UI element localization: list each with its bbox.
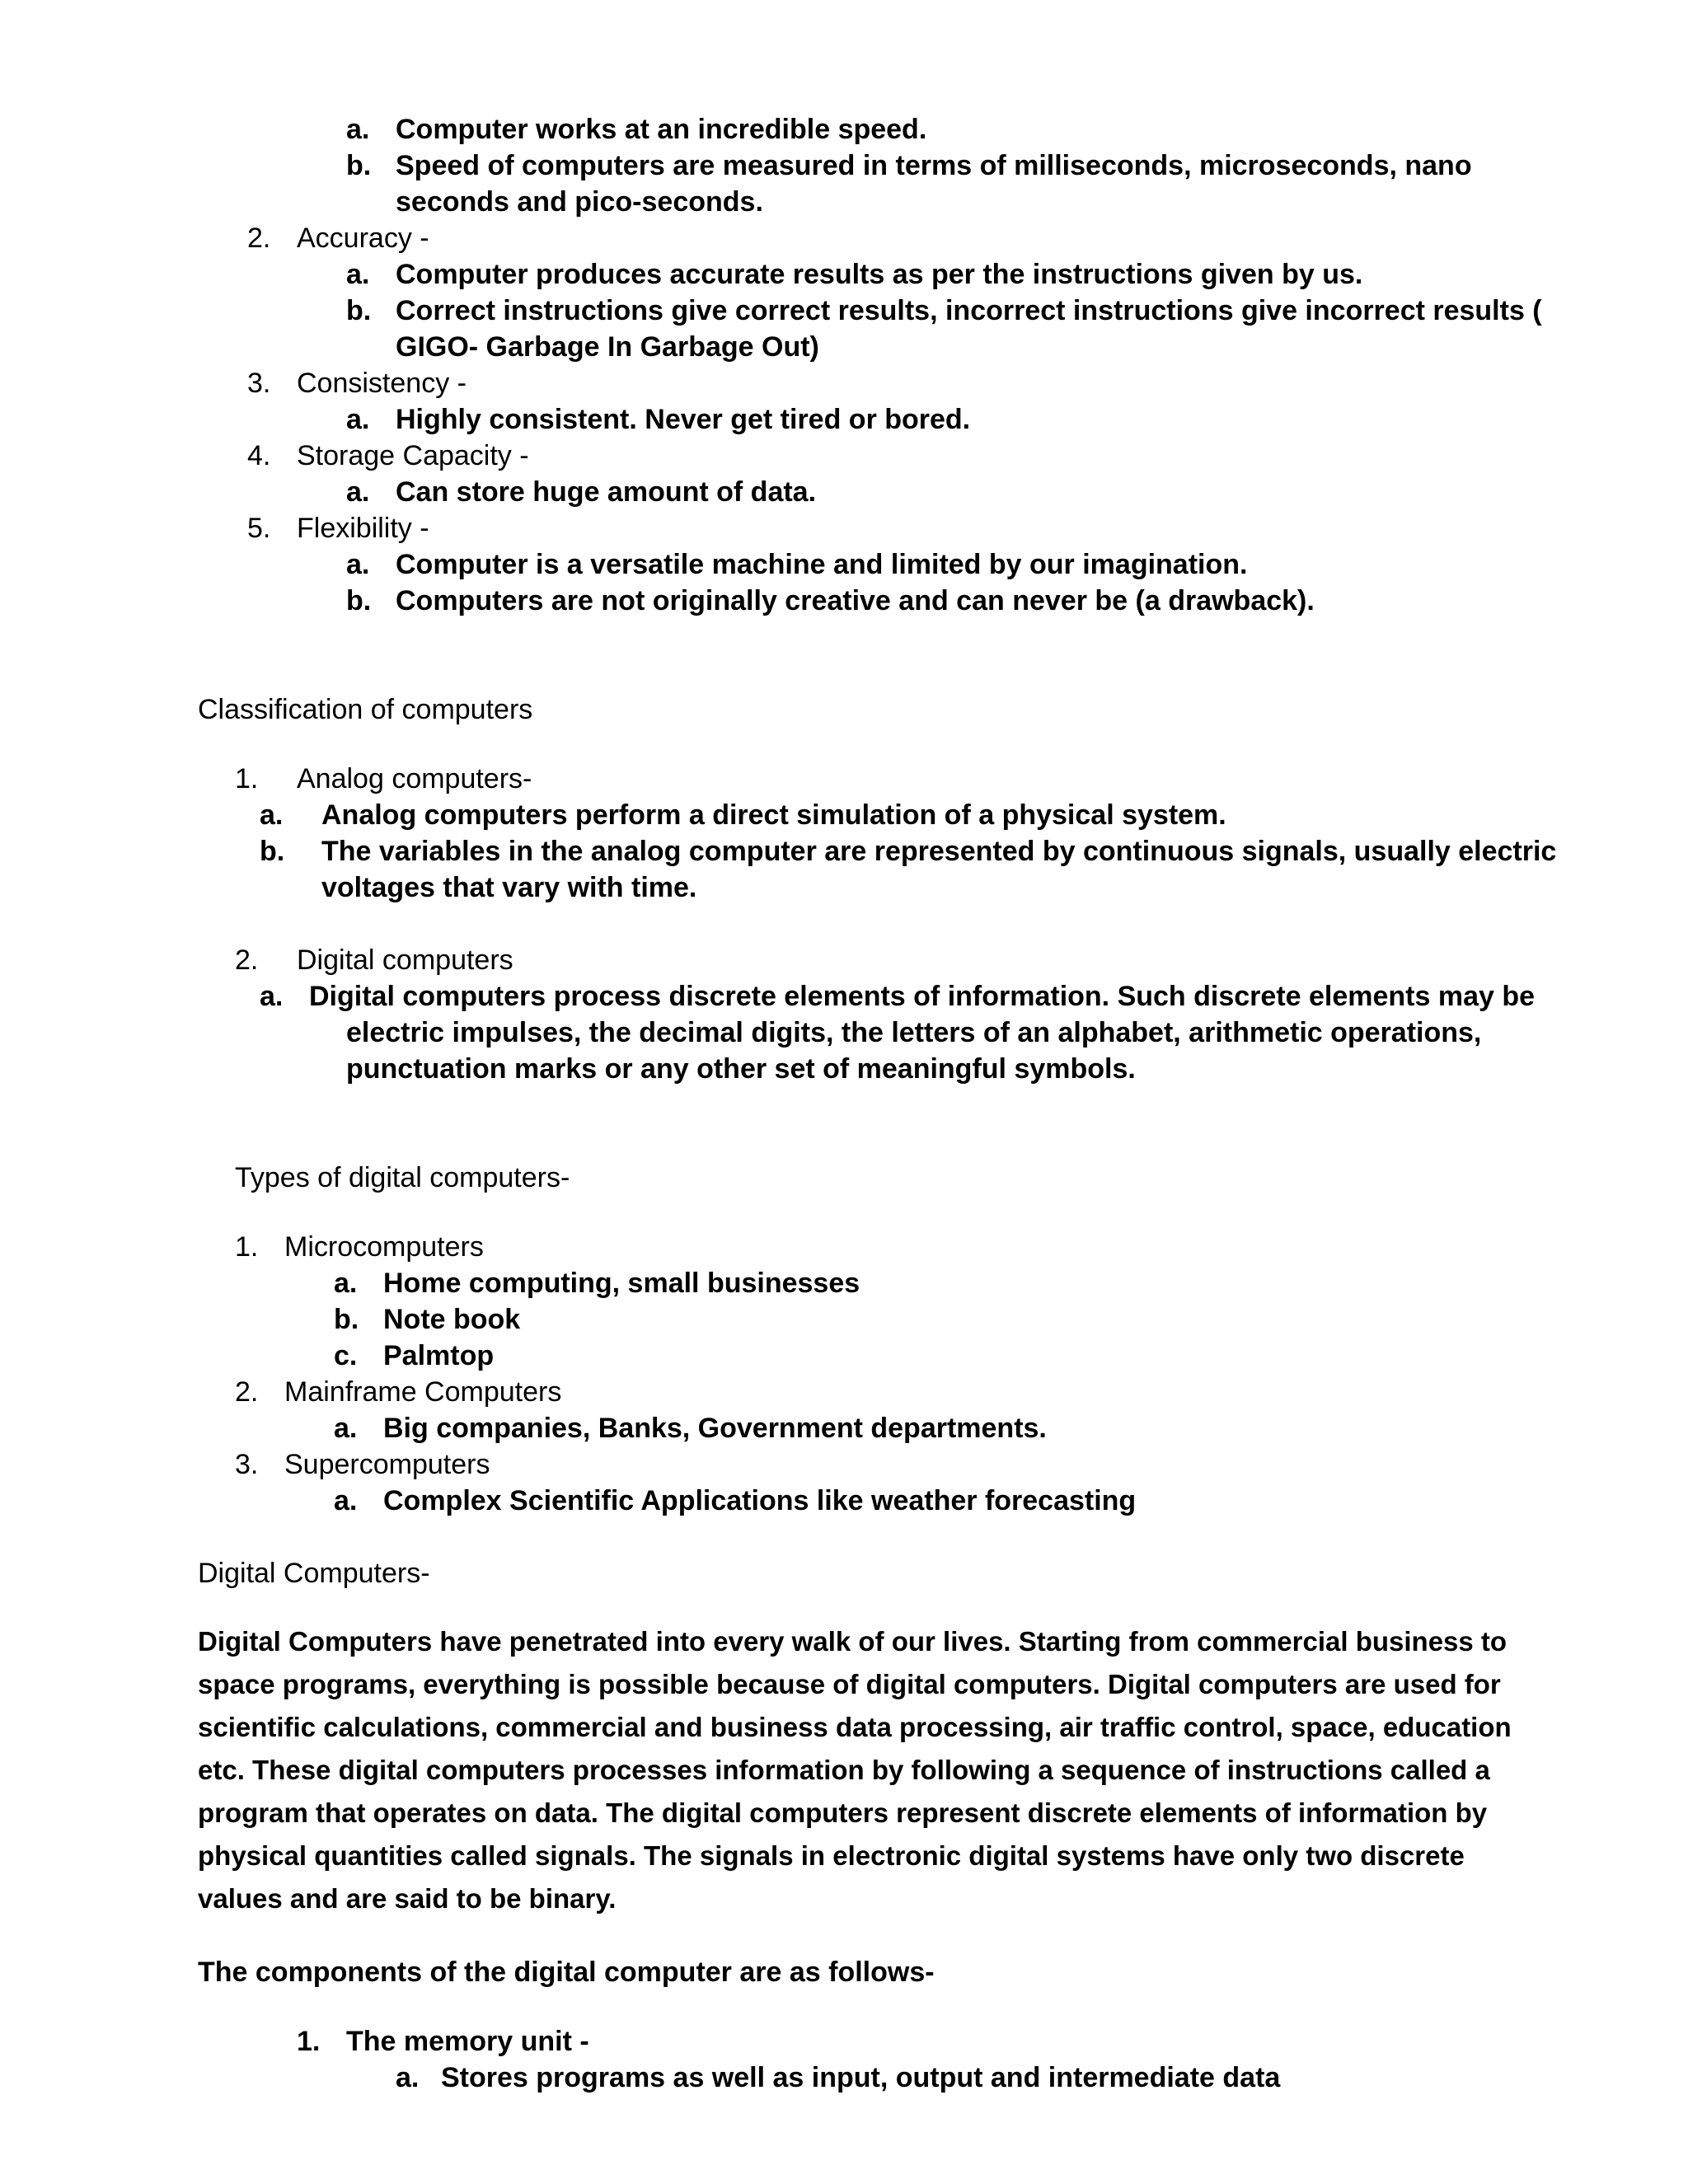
paragraph-line: physical quantities called signals. The signals in electronic digital systems have only two discrete	[198, 1840, 1465, 1871]
paragraph-line: scientific calculations, commercial and business data processing, air traffic control, space, education	[198, 1712, 1512, 1742]
list-marker: 3.	[235, 1449, 259, 1480]
list-marker: 1.	[235, 763, 259, 794]
list-marker: 3.	[247, 368, 271, 399]
paragraph-line: etc. These digital computers processes information by following a sequence of instructions called a	[198, 1755, 1490, 1785]
list-marker: b.	[260, 836, 285, 867]
list-item-text: Computer produces accurate results as per the instructions given by us.	[396, 259, 1363, 290]
list-item-text: Highly consistent. Never get tired or bored.	[396, 404, 971, 435]
list-marker: b.	[346, 585, 372, 616]
list-marker: a.	[396, 2062, 420, 2093]
list-item-text: Digital computers process discrete elements of information. Such discrete elements may be	[309, 981, 1536, 1012]
list-item-text: Speed of computers are measured in terms of milliseconds, microseconds, nano	[396, 150, 1472, 181]
list-marker: c.	[334, 1340, 358, 1371]
section-heading-classification: Classification of computers	[198, 694, 533, 725]
list-item-text: Computers are not originally creative and can never be (a drawback).	[396, 585, 1315, 616]
list-marker: a.	[260, 981, 284, 1012]
list-item-label: Supercomputers	[284, 1449, 490, 1480]
list-marker: a.	[346, 114, 370, 145]
list-marker: b.	[346, 295, 372, 326]
list-marker: a.	[346, 404, 370, 435]
list-item-text: Stores programs as well as input, output and intermediate data	[441, 2062, 1281, 2093]
list-marker: a.	[334, 1268, 358, 1299]
list-item-text: Computer is a versatile machine and limited by our imagination.	[396, 549, 1248, 580]
list-item-label: Microcomputers	[284, 1231, 484, 1263]
list-marker: 1.	[297, 2026, 321, 2057]
body-paragraph	[198, 1620, 1517, 1920]
list-item-label: Consistency -	[297, 368, 467, 399]
list-marker: a.	[334, 1413, 358, 1444]
list-item-continuation: GIGO- Garbage In Garbage Out)	[396, 331, 819, 363]
list-item-text: Big companies, Banks, Government departments.	[383, 1413, 1047, 1444]
list-item-label: Mainframe Computers	[284, 1376, 562, 1408]
list-item-text: Note book	[383, 1304, 521, 1335]
list-marker: 2.	[235, 944, 259, 976]
list-marker: a.	[334, 1485, 358, 1516]
list-marker: a.	[260, 799, 284, 831]
list-marker: a.	[346, 476, 370, 508]
paragraph-line: space programs, everything is possible because of digital computers. Digital computers are used for	[198, 1669, 1501, 1699]
list-item-label: Flexibility -	[297, 513, 429, 544]
list-marker: b.	[346, 150, 372, 181]
paragraph-line: Digital Computers have penetrated into every walk of our lives. Starting from commercial business to	[198, 1626, 1507, 1657]
paragraph-line: values and are said to be binary.	[198, 1883, 617, 1914]
list-item-label: Digital computers	[297, 944, 513, 976]
list-marker: b.	[334, 1304, 359, 1335]
list-item-text: Complex Scientific Applications like weather forecasting	[383, 1485, 1137, 1516]
list-marker: a.	[346, 259, 370, 290]
section-heading-digital: Digital Computers-	[198, 1558, 430, 1589]
list-marker: 2.	[247, 223, 271, 254]
components-intro: The components of the digital computer are as follows-	[198, 1957, 935, 1988]
list-item-label: Analog computers-	[297, 763, 532, 794]
paragraph-line: program that operates on data. The digital computers represent discrete elements of information by	[198, 1797, 1488, 1828]
list-item-label: Accuracy -	[297, 223, 429, 254]
list-marker: 1.	[235, 1231, 259, 1263]
list-item-continuation: electric impulses, the decimal digits, the letters of an alphabet, arithmetic operations,	[346, 1017, 1482, 1048]
section-heading-types: Types of digital computers-	[235, 1162, 570, 1193]
list-item-continuation: voltages that vary with time.	[321, 872, 697, 903]
list-item-continuation: seconds and pico-seconds.	[396, 186, 763, 218]
list-item-text: Analog computers perform a direct simulation of a physical system.	[321, 799, 1226, 831]
list-item-text: Palmtop	[383, 1340, 495, 1371]
list-item-text: Can store huge amount of data.	[396, 476, 817, 508]
list-item-text: Correct instructions give correct results, incorrect instructions give incorrect results (	[396, 295, 1542, 326]
list-item-label: The memory unit -	[346, 2026, 589, 2057]
list-marker: 4.	[247, 440, 271, 471]
list-item-text: The variables in the analog computer are represented by continuous signals, usually electric	[321, 836, 1557, 867]
list-item-continuation: punctuation marks or any other set of meaningful symbols.	[346, 1053, 1136, 1085]
list-item-text: Computer works at an incredible speed.	[396, 114, 927, 145]
list-marker: 5.	[247, 513, 271, 544]
list-marker: 2.	[235, 1376, 259, 1408]
list-item-label: Storage Capacity -	[297, 440, 529, 471]
list-item-text: Home computing, small businesses	[383, 1268, 860, 1299]
list-marker: a.	[346, 549, 370, 580]
